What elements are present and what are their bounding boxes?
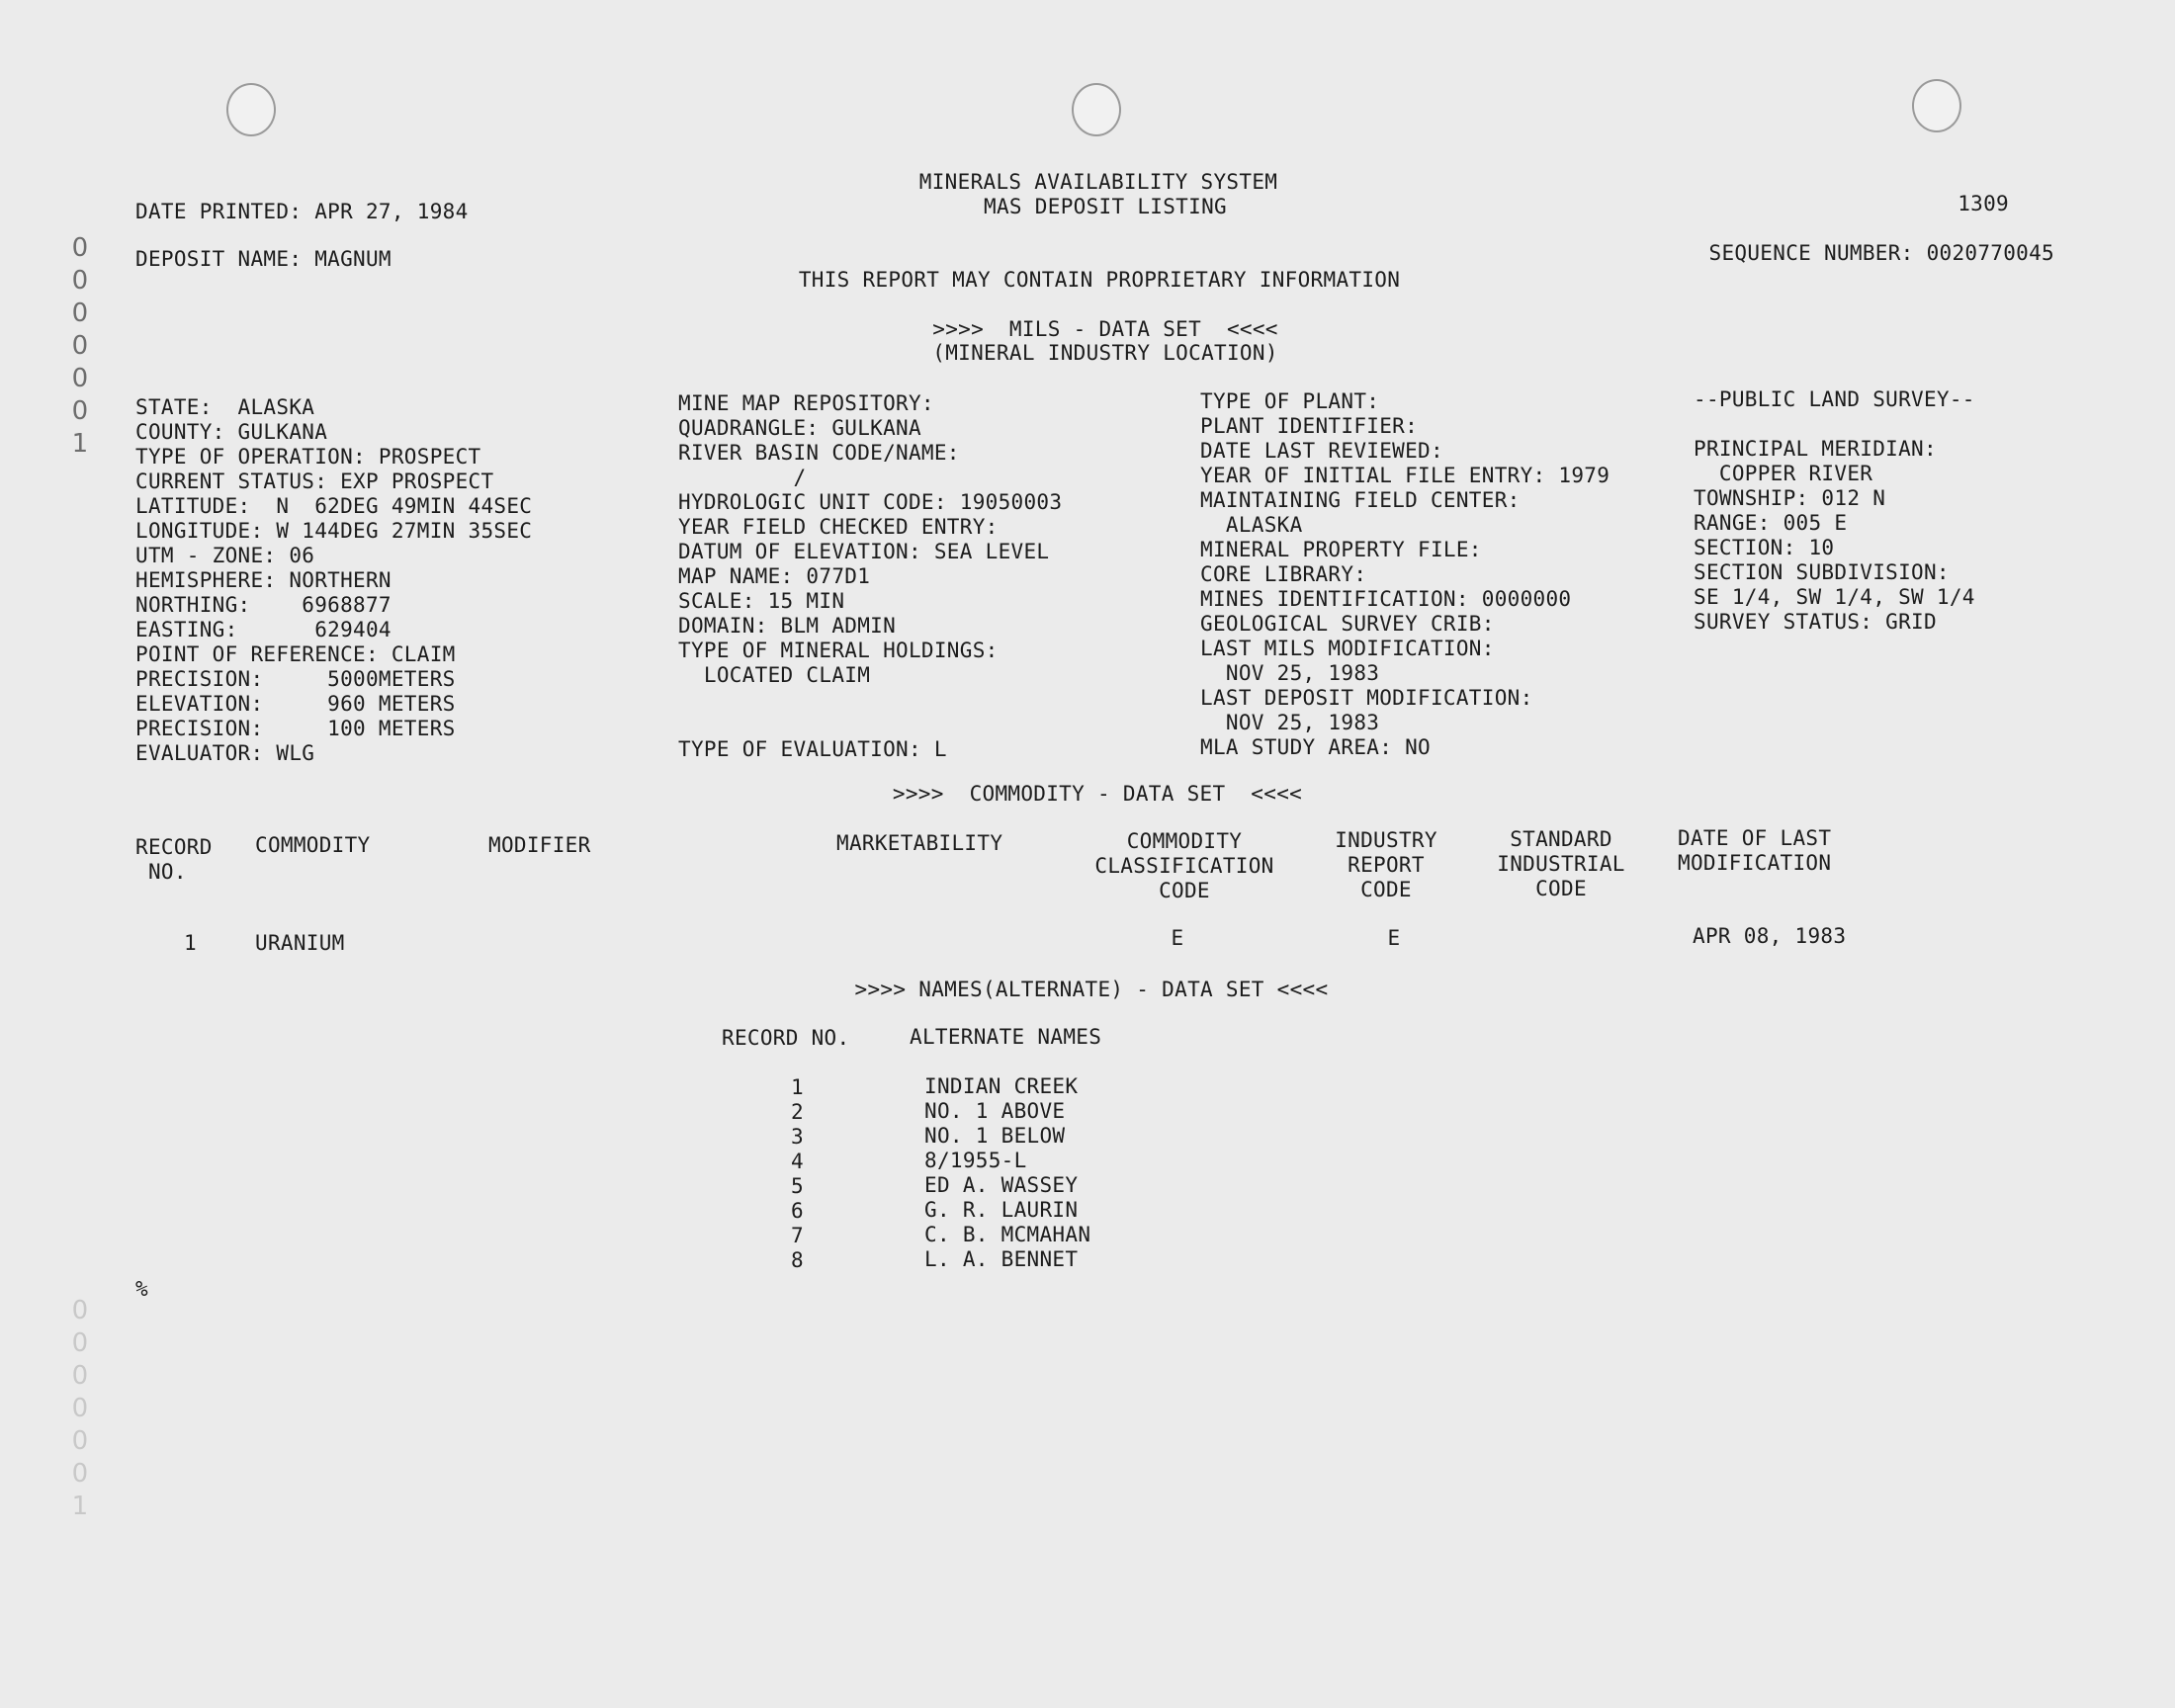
names-record-numbers (791, 1075, 804, 1273)
alternate-name: NO. 1 BELOW (924, 1124, 1066, 1148)
alternate-name-record-no: 2 (791, 1100, 804, 1124)
names-alternate-list (924, 1074, 1090, 1272)
fiche-number-stamp-faded: 0 0 0 0 0 0 1 (71, 1296, 89, 1521)
mils-plant-line: DATE LAST REVIEWED: (1200, 439, 1443, 463)
mils-location-line: COUNTY: GULKANA (135, 420, 328, 444)
mils-map-line: RIVER BASIN CODE/NAME: (678, 441, 960, 465)
public-land-survey-line: --PUBLIC LAND SURVEY-- (1694, 387, 1975, 411)
names-header-record: RECORD NO. (722, 1026, 850, 1050)
proprietary-notice: THIS REPORT MAY CONTAIN PROPRIETARY INFORMATION (798, 268, 1401, 292)
col-header-commodity: COMMODITY (255, 833, 371, 857)
public-land-survey-line (1694, 412, 1975, 437)
col-header-date: DATE OF LAST MODIFICATION (1678, 826, 1832, 875)
col-header-record: RECORD NO. (135, 835, 213, 884)
alternate-name: ED A. WASSEY (924, 1173, 1079, 1197)
mils-plant-line: MAINTAINING FIELD CENTER: (1200, 488, 1521, 512)
public-land-survey-line: PRINCIPAL MERIDIAN: (1694, 437, 1937, 461)
alternate-name: G. R. LAURIN (924, 1198, 1079, 1222)
mils-map-line (678, 688, 1062, 713)
public-land-survey-line: SE 1/4, SW 1/4, SW 1/4 (1694, 585, 1975, 609)
mils-location-line: NORTHING: 6968877 (135, 593, 392, 617)
binder-hole-center (1072, 83, 1121, 136)
mils-map-line: TYPE OF EVALUATION: L (678, 737, 947, 761)
alternate-name-record-no: 3 (791, 1125, 804, 1149)
fiche-number-stamp: 0 0 0 0 0 0 1 (71, 233, 89, 459)
public-land-survey-line: SECTION SUBDIVISION: (1694, 560, 1950, 584)
date-printed: DATE PRINTED: APR 27, 1984 (135, 200, 469, 223)
mils-plant-line: NOV 25, 1983 (1200, 661, 1380, 685)
deposit-name: DEPOSIT NAME: MAGNUM (135, 247, 392, 271)
sequence-number: SEQUENCE NUMBER: 0020770045 (1708, 241, 2054, 265)
footer-mark: % (135, 1277, 148, 1301)
col-header-classification: COMMODITY CLASSIFICATION CODE (1094, 829, 1274, 902)
mils-plant-line: ALASKA (1200, 513, 1303, 537)
col-header-marketability: MARKETABILITY (836, 831, 1003, 855)
mils-map-line: MINE MAP REPOSITORY: (678, 391, 934, 415)
col-header-standard: STANDARD INDUSTRIAL CODE (1497, 827, 1625, 900)
mils-map-line: HYDROLOGIC UNIT CODE: 19050003 (678, 490, 1063, 514)
mils-location-line: TYPE OF OPERATION: PROSPECT (135, 445, 481, 469)
alternate-name-record-no: 6 (791, 1199, 804, 1223)
alternate-name: NO. 1 ABOVE (924, 1099, 1066, 1123)
mils-map-line: YEAR FIELD CHECKED ENTRY: (678, 515, 999, 539)
mils-map-line: MAP NAME: 077D1 (678, 564, 871, 588)
mils-location-line: LONGITUDE: W 144DEG 27MIN 35SEC (135, 519, 533, 543)
binder-hole-left (226, 83, 276, 136)
mils-location-line: STATE: ALASKA (135, 395, 315, 419)
alternate-name-record-no: 5 (791, 1174, 804, 1198)
mils-plant-line: PLANT IDENTIFIER: (1200, 414, 1419, 438)
alternate-name: L. A. BENNET (924, 1247, 1079, 1271)
public-land-survey-line: COPPER RIVER (1694, 462, 1873, 485)
mils-plant-line: MINES IDENTIFICATION: 0000000 (1200, 587, 1572, 611)
col-header-industry: INDUSTRY REPORT CODE (1335, 828, 1437, 901)
alternate-name-record-no: 1 (791, 1075, 804, 1099)
mils-location-line: EVALUATOR: WLG (135, 741, 315, 765)
names-header-names: ALTERNATE NAMES (910, 1025, 1102, 1049)
binder-hole-right (1912, 79, 1961, 132)
mils-location-line: POINT OF REFERENCE: CLAIM (135, 642, 456, 666)
mils-map-line: DATUM OF ELEVATION: SEA LEVEL (678, 540, 1050, 563)
mils-plant-column (1200, 389, 1610, 760)
mils-location-line: EASTING: 629404 (135, 618, 392, 641)
public-land-survey-line: RANGE: 005 E (1694, 511, 1848, 535)
mils-map-line (678, 713, 1062, 737)
mils-plant-line: YEAR OF INITIAL FILE ENTRY: 1979 (1200, 464, 1610, 487)
commodity-modification-date: APR 08, 1983 (1693, 924, 1847, 948)
system-title: MINERALS AVAILABILITY SYSTEM (918, 170, 1278, 194)
mils-map-line: DOMAIN: BLM ADMIN (678, 614, 897, 638)
names-section-title: >>>> NAMES(ALTERNATE) - DATA SET <<<< (854, 978, 1329, 1001)
mils-location-column (135, 395, 532, 766)
alternate-name-record-no: 7 (791, 1224, 804, 1247)
mils-location-line: PRECISION: 100 METERS (135, 717, 456, 740)
listing-title: MAS DEPOSIT LISTING (984, 195, 1227, 218)
mils-plant-line: CORE LIBRARY: (1200, 562, 1367, 586)
mils-location-line: PRECISION: 5000METERS (135, 667, 456, 691)
mils-section-subtitle: (MINERAL INDUSTRY LOCATION) (932, 341, 1278, 365)
alternate-name: INDIAN CREEK (924, 1074, 1079, 1098)
public-land-survey-column (1694, 387, 1975, 635)
commodity-name: URANIUM (255, 931, 345, 955)
mils-map-line: QUADRANGLE: GULKANA (678, 416, 921, 440)
mils-map-column (678, 391, 1062, 762)
commodity-industry-code: E (1387, 926, 1401, 950)
page-number: 1309 (1958, 192, 2009, 215)
mils-plant-line: MLA STUDY AREA: NO (1200, 735, 1431, 759)
mils-location-line: LATITUDE: N 62DEG 49MIN 44SEC (135, 494, 533, 518)
mils-plant-line: LAST MILS MODIFICATION: (1200, 637, 1495, 660)
public-land-survey-line: SECTION: 10 (1694, 536, 1835, 559)
mils-location-line: CURRENT STATUS: EXP PROSPECT (135, 470, 494, 493)
alternate-name-record-no: 4 (791, 1150, 804, 1173)
mils-map-line: LOCATED CLAIM (678, 663, 871, 687)
commodity-record-no: 1 (184, 931, 197, 955)
mils-map-line: SCALE: 15 MIN (678, 589, 845, 613)
alternate-name: C. B. MCMAHAN (924, 1223, 1091, 1246)
mils-section-title: >>>> MILS - DATA SET <<<< (932, 317, 1278, 341)
mils-location-line: UTM - ZONE: 06 (135, 544, 315, 567)
public-land-survey-line: TOWNSHIP: 012 N (1694, 486, 1886, 510)
commodity-section-title: >>>> COMMODITY - DATA SET <<<< (892, 782, 1303, 806)
commodity-classification-code: E (1171, 926, 1184, 950)
mils-plant-line: MINERAL PROPERTY FILE: (1200, 538, 1482, 561)
mils-map-line: TYPE OF MINERAL HOLDINGS: (678, 639, 999, 662)
mils-plant-line: TYPE OF PLANT: (1200, 389, 1380, 413)
public-land-survey-line: SURVEY STATUS: GRID (1694, 610, 1937, 634)
alternate-name: 8/1955-L (924, 1149, 1027, 1172)
mils-location-line: ELEVATION: 960 METERS (135, 692, 456, 716)
mils-location-line: HEMISPHERE: NORTHERN (135, 568, 392, 592)
mils-plant-line: NOV 25, 1983 (1200, 711, 1380, 734)
mils-plant-line: GEOLOGICAL SURVEY CRIB: (1200, 612, 1495, 636)
mils-plant-line: LAST DEPOSIT MODIFICATION: (1200, 686, 1533, 710)
alternate-name-record-no: 8 (791, 1248, 804, 1272)
mils-map-line: / (678, 466, 807, 489)
col-header-modifier: MODIFIER (488, 833, 591, 857)
